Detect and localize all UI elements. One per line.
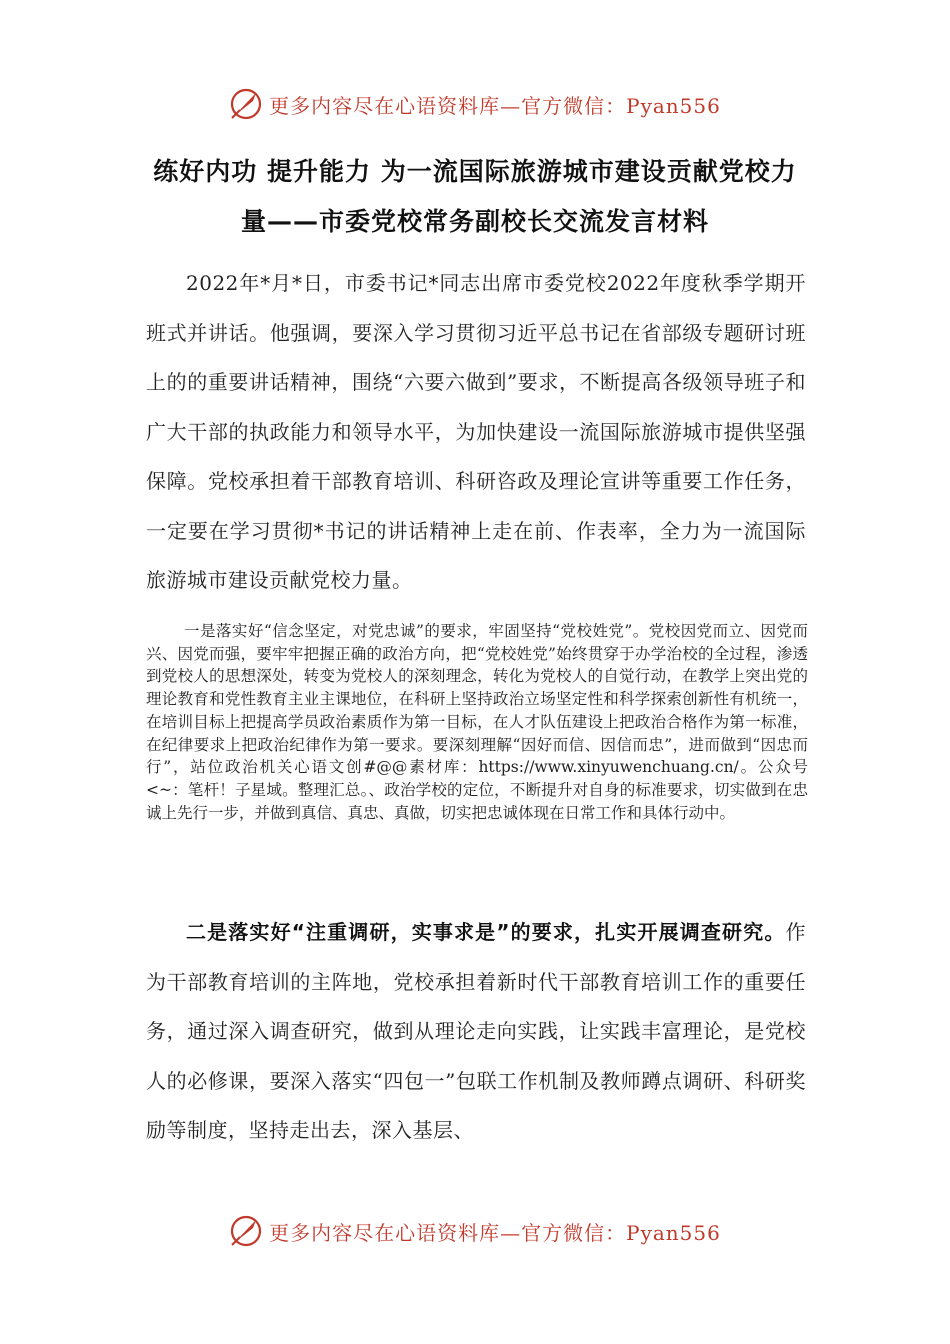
paragraph-research (146, 908, 806, 1156)
document-title-line-1: 练好内功 提升能力 为一流国际旅游城市建设贡献党校力 (153, 157, 797, 186)
paragraph-research-heading: 二是落实好“注重调研，实事求是”的要求，扎实开展调查研究。 (186, 920, 786, 944)
header-banner-text: 更多内容尽在心语资料库—官方微信：Pyan556 (269, 93, 721, 118)
paragraph-loyalty: 一是落实好“信念坚定，对党忠诚”的要求，牢固坚持“党校姓党”。党校因党而立、因党而兴、因党而强，要牢牢把握正确的政治方向，把“党校姓党”始终贯穿于办学治校的全过程，渗透到党校人的思想深处，转变为党校人的深刻理念，转化为党校人的自觉行动，在教学上突出党的理论教育和党性教育主业主课地位，在科研上坚持政治立场坚定性和科学探索创新性有机统一，在培训目标上把提高学员政治素质作为第一目标，在人才队伍建设上把政治合格作为第一标准，在纪律要求上把政治纪律作为第一要求。要深刻理解“因好而信、因信而忠”，进而做到“因忠而行”，站位政治机关心语文创#@@素材库：https://www.xinyuwenchuang.cn/。公众号<~：笔杆！子星域。整理汇总。、政治学校的定位，不断提升对自身的标准要求，切实做到在忠诚上先行一步，并做到真信、真忠、真做，切实把忠诚体现在日常工作和具体行动中。 (146, 622, 808, 822)
paragraph-research-body: 作为干部教育培训的主阵地，党校承担着新时代干部教育培训工作的重要任务，通过深入调查研究，做到从理论走向实践，让实践丰富理论，是党校人的必修课，要深入落实“四包一”包联工作机制及教师蹲点调研、科研奖励等制度，坚持走出去，深入基层、 (146, 920, 806, 1142)
quill-pen-logo-icon (229, 87, 263, 121)
quill-pen-logo-icon (229, 1214, 263, 1248)
header-banner (0, 84, 950, 124)
paragraph-intro: 2022年*月*日，市委书记*同志出席市委党校2022年度秋季学期开班式并讲话。他强调，要深入学习贯彻习近平总书记在省部级专题研讨班上的的重要讲话精神，围绕“六要六做到”要求，不断提高各级领导班子和广大干部的执政能力和领导水平，为加快建设一流国际旅游城市提供坚强保障。党校承担着干部教育培训、科研咨政及理论宣讲等重要工作任务，一定要在学习贯彻*书记的讲话精神上走在前、作表率，全力为一流国际旅游城市建设贡献党校力量。 (146, 271, 806, 592)
document-title-line-2: 量——市委党校常务副校长交流发言材料 (240, 207, 709, 236)
footer-banner-text: 更多内容尽在心语资料库—官方微信：Pyan556 (269, 1220, 721, 1245)
footer-banner (0, 1211, 950, 1251)
